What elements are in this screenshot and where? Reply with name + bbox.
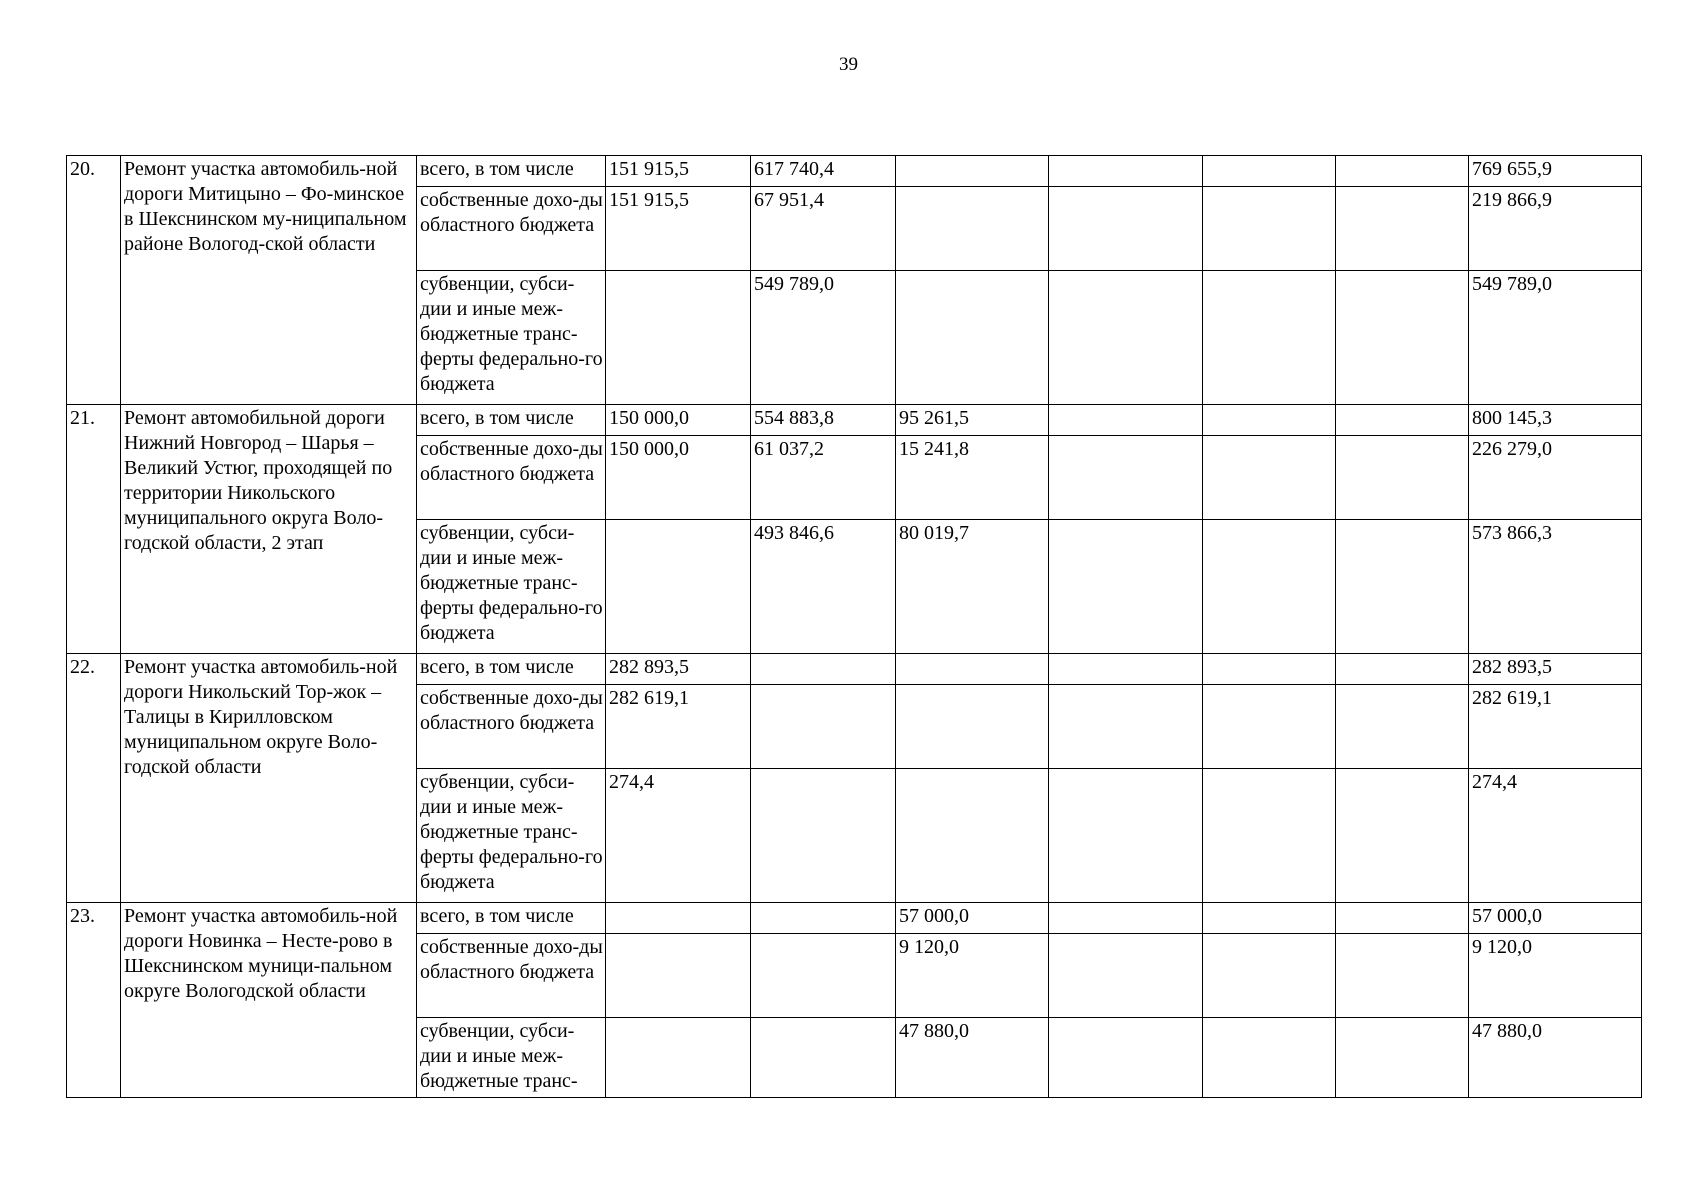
funding-source: субвенции, субси-дии и иные меж-бюджетные транс-ферты федерально-го бюджета [417,520,606,654]
table-row [67,903,1642,934]
year-value: 80 019,7 [896,520,1049,654]
year-value: 47 880,0 [896,1018,1049,1098]
project-title: Ремонт автомобильной дороги Нижний Новгород – Шарья – Великий Устюг, проходящей по территории Никольского муниципального округа Воло-годской области, 2 этап [121,405,417,654]
year-value [1049,156,1203,187]
funding-source: собственные дохо-ды областного бюджета [417,934,606,1018]
year-value [1336,405,1469,436]
funding-source: собственные дохо-ды областного бюджета [417,685,606,769]
total-value: 769 655,9 [1469,156,1642,187]
total-value: 219 866,9 [1469,187,1642,271]
total-value: 57 000,0 [1469,903,1642,934]
funding-source: всего, в том числе [417,903,606,934]
total-value: 274,4 [1469,769,1642,903]
year-value [1049,271,1203,405]
year-value [1336,271,1469,405]
total-value: 282 893,5 [1469,654,1642,685]
year-value [751,769,896,903]
year-value: 95 261,5 [896,405,1049,436]
year-value [751,654,896,685]
year-value [896,187,1049,271]
funding-source: субвенции, субси-дии и иные меж-бюджетные транс-ферты федерально-го бюджета [417,769,606,903]
year-value: 151 915,5 [606,156,751,187]
year-value [896,685,1049,769]
year-value [1049,405,1203,436]
year-value: 67 951,4 [751,187,896,271]
year-value [606,1018,751,1098]
year-value: 282 893,5 [606,654,751,685]
year-value [896,654,1049,685]
year-value [1336,903,1469,934]
year-value: 274,4 [606,769,751,903]
year-value [1203,271,1336,405]
year-value [751,934,896,1018]
year-value [1203,685,1336,769]
year-value [1203,405,1336,436]
total-value: 573 866,3 [1469,520,1642,654]
year-value [751,685,896,769]
total-value: 47 880,0 [1469,1018,1642,1098]
total-value: 549 789,0 [1469,271,1642,405]
year-value [1203,1018,1336,1098]
year-value [1336,520,1469,654]
year-value [1336,769,1469,903]
funding-source: всего, в том числе [417,156,606,187]
table-row [67,156,1642,187]
table-row [67,654,1642,685]
year-value: 9 120,0 [896,934,1049,1018]
funding-source: субвенции, субси-дии и иные меж-бюджетные транс- [417,1018,606,1098]
year-value [1336,654,1469,685]
row-number: 21. [67,405,121,654]
row-number: 22. [67,654,121,903]
year-value [1049,654,1203,685]
total-value: 226 279,0 [1469,436,1642,520]
year-value [1049,685,1203,769]
row-number: 23. [67,903,121,1098]
year-value [1049,187,1203,271]
year-value [1049,436,1203,520]
year-value: 15 241,8 [896,436,1049,520]
project-title: Ремонт участка автомобиль-ной дороги Никольский Тор-жок – Талицы в Кирилловском муниципальном округе Воло-годской области [121,654,417,903]
year-value [1049,903,1203,934]
year-value [1336,187,1469,271]
row-number: 20. [67,156,121,405]
total-value: 800 145,3 [1469,405,1642,436]
year-value: 549 789,0 [751,271,896,405]
year-value [1049,1018,1203,1098]
funding-source: собственные дохо-ды областного бюджета [417,436,606,520]
funding-source: всего, в том числе [417,654,606,685]
year-value [1336,1018,1469,1098]
budget-table [66,155,1642,1098]
year-value [1203,654,1336,685]
project-title: Ремонт участка автомобиль-ной дороги Митицыно – Фо-минское в Шекснинском му-ниципальном районе Вологод-ской области [121,156,417,405]
year-value [1336,685,1469,769]
year-value [1049,769,1203,903]
year-value [1049,520,1203,654]
funding-source: всего, в том числе [417,405,606,436]
year-value [751,1018,896,1098]
year-value [606,903,751,934]
year-value [1336,156,1469,187]
year-value [1203,520,1336,654]
year-value [1336,934,1469,1018]
total-value: 9 120,0 [1469,934,1642,1018]
table-row [67,405,1642,436]
year-value: 151 915,5 [606,187,751,271]
year-value [606,934,751,1018]
year-value: 493 846,6 [751,520,896,654]
year-value [1203,156,1336,187]
year-value [1203,187,1336,271]
year-value [896,271,1049,405]
funding-source: собственные дохо-ды областного бюджета [417,187,606,271]
year-value [1203,436,1336,520]
year-value: 57 000,0 [896,903,1049,934]
page-number: 39 [839,54,858,75]
year-value [896,156,1049,187]
year-value [1203,769,1336,903]
year-value [606,271,751,405]
year-value: 150 000,0 [606,436,751,520]
year-value: 617 740,4 [751,156,896,187]
year-value: 61 037,2 [751,436,896,520]
year-value [1203,934,1336,1018]
year-value [1336,436,1469,520]
year-value: 150 000,0 [606,405,751,436]
year-value [751,903,896,934]
year-value [606,520,751,654]
year-value: 282 619,1 [606,685,751,769]
funding-source: субвенции, субси-дии и иные меж-бюджетные транс-ферты федерально-го бюджета [417,271,606,405]
year-value [896,769,1049,903]
total-value: 282 619,1 [1469,685,1642,769]
year-value [1203,903,1336,934]
year-value: 554 883,8 [751,405,896,436]
project-title: Ремонт участка автомобиль-ной дороги Новинка – Несте-рово в Шекснинском муници-пальном округе Вологодской области [121,903,417,1098]
year-value [1049,934,1203,1018]
